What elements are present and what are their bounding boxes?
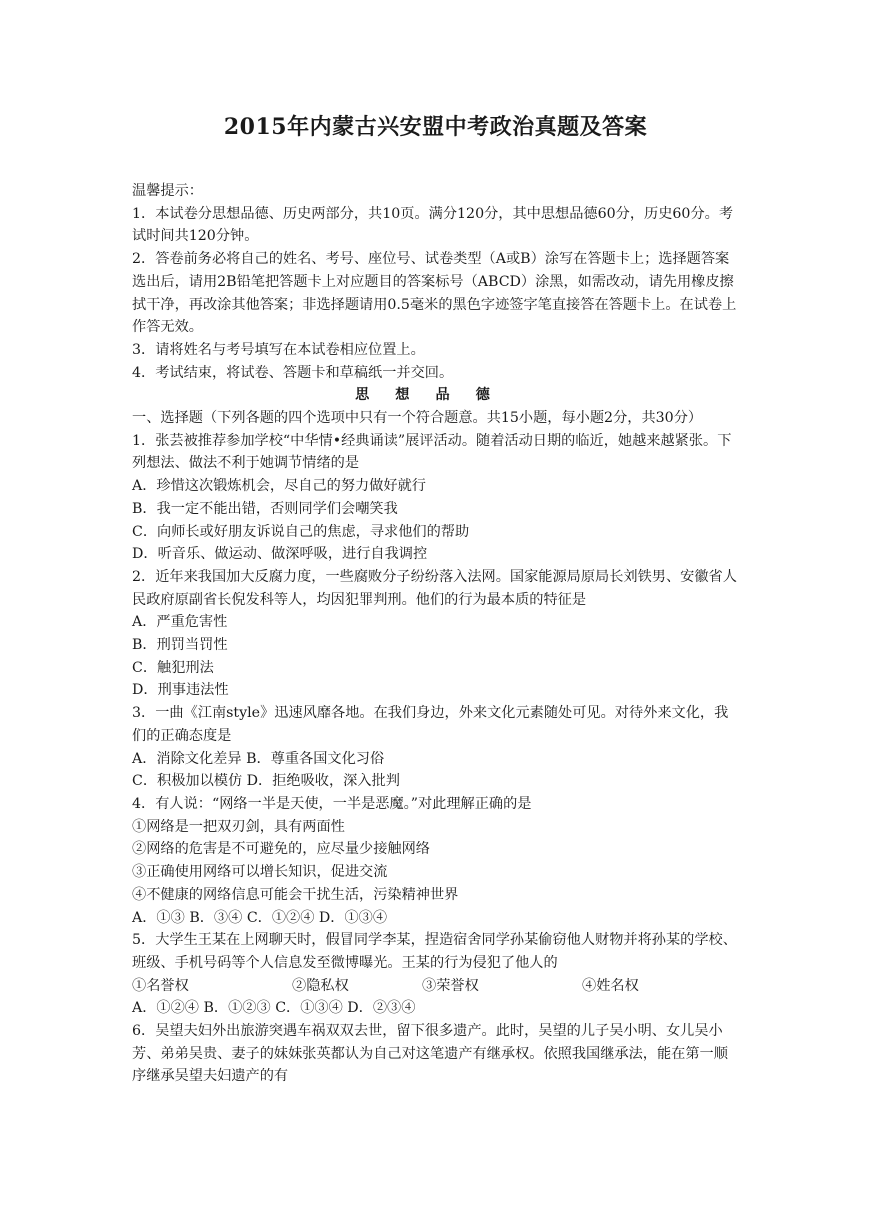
question-item: ①名誉权 — [132, 977, 189, 994]
question-stem: 6．吴望夫妇外出旅游突遇车祸双双去世，留下很多遗产。此时，吴望的儿子吴小明、女儿吴小芳、弟弟吴贵、妻子的妹妹张英都认为自己对这笔遗产有继承权。依照我国继承法，能在第一顺序继承吴望夫妇遗产的有 — [132, 1023, 728, 1085]
question-stem: 1．张芸被推荐参加学校“中华情•经典诵读”展评活动。随着活动日期的临近，她越来越紧张。下列想法、做法不利于她调节情绪的是 — [132, 432, 732, 472]
question-option: D．刑事违法性 — [132, 682, 229, 699]
question-item: ②隐私权 — [292, 977, 349, 994]
question-stem: 4．有人说：“网络一半是天使，一半是恶魔。”对此理解正确的是 — [132, 795, 532, 812]
question-option: A．严重危害性 — [132, 614, 228, 631]
notice-item: 3．请将姓名与考号填写在本试卷相应位置上。 — [132, 341, 425, 358]
question-item: ③荣誉权 — [422, 977, 479, 994]
page-title: 2015年内蒙古兴安盟中考政治真题及答案 — [223, 114, 648, 140]
question-item: ④姓名权 — [582, 977, 639, 994]
question-stem: 5．大学生王某在上网聊天时，假冒同学李某，捏造宿舍同学孙某偷窃他人财物并将孙某的学校、班级、手机号码等个人信息发至微博曝光。王某的行为侵犯了他人的 — [132, 932, 737, 971]
question-item: ③正确使用网络可以增长知识，促进交流 — [132, 864, 388, 881]
question-option: D．听音乐、做运动、做深呼吸，进行自我调控 — [132, 546, 428, 563]
question-answer-line: A．①③ B．③④ C．①②④ D．①③④ — [132, 909, 388, 926]
part-heading: 一、选择题（下列各题的四个选项中只有一个符合题意。共15小题，每小题2分，共30分） — [132, 410, 703, 427]
question-option: C．向师长或好朋友诉说自己的焦虑，寻求他们的帮助 — [132, 523, 470, 540]
question-option: A．消除文化差异 B．尊重各国文化习俗 — [132, 750, 385, 767]
question-item-row — [132, 975, 739, 998]
question-stem: 2．近年来我国加大反腐力度，一些腐败分子纷纷落入法网。国家能源局原局长刘铁男、安徽省人民政府原副省长倪发科等人，均因犯罪判刑。他们的行为最本质的特征是 — [132, 568, 737, 608]
question-option: C．触犯刑法 — [132, 659, 214, 676]
question-option: B．刑罚当罚性 — [132, 637, 228, 654]
question-option: B．我一定不能出错，否则同学们会嘲笑我 — [132, 500, 398, 517]
question-item: ①网络是一把双刃剑，具有两面性 — [132, 818, 345, 835]
question-option: C．积极加以模仿 D．拒绝吸收，深入批判 — [132, 773, 400, 790]
question-option: A．珍惜这次锻炼机会，尽自己的努力做好就行 — [132, 478, 426, 495]
question-item: ④不健康的网络信息可能会干扰生活，污染精神世界 — [132, 886, 459, 903]
question-item: ②网络的危害是不可避免的，应尽量少接触网络 — [132, 841, 430, 858]
notice-item: 4．考试结束，将试卷、答题卡和草稿纸一并交回。 — [132, 364, 454, 381]
notice-item: 2．答卷前务必将自己的姓名、考号、座位号、试卷类型（A或B）涂写在答题卡上；选择题答案选出后，请用2B铅笔把答题卡上对应题目的答案标号（ABCD）涂黑，如需改动，请先用橡皮擦拭干净，再改涂其他答案；非选择题请用0.5毫米的黑色字迹签字笔直接答在答题卡上。在试卷上作答无效。 — [132, 251, 737, 336]
notice-item: 1．本试卷分思想品德、历史两部分，共10页。满分120分，其中思想品德60分，历史60分。考试时间共120分钟。 — [132, 205, 734, 245]
section-title: 思想品德 — [355, 387, 516, 404]
question-answer-line: A．①②④ B．①②③ C．①③④ D．②③④ — [132, 1000, 416, 1017]
question-stem: 3．一曲《江南style》迅速风靡各地。在我们身边，外来文化元素随处可见。对待外来文化，我们的正确态度是 — [132, 705, 729, 744]
notice-heading: 温馨提示： — [132, 183, 203, 199]
